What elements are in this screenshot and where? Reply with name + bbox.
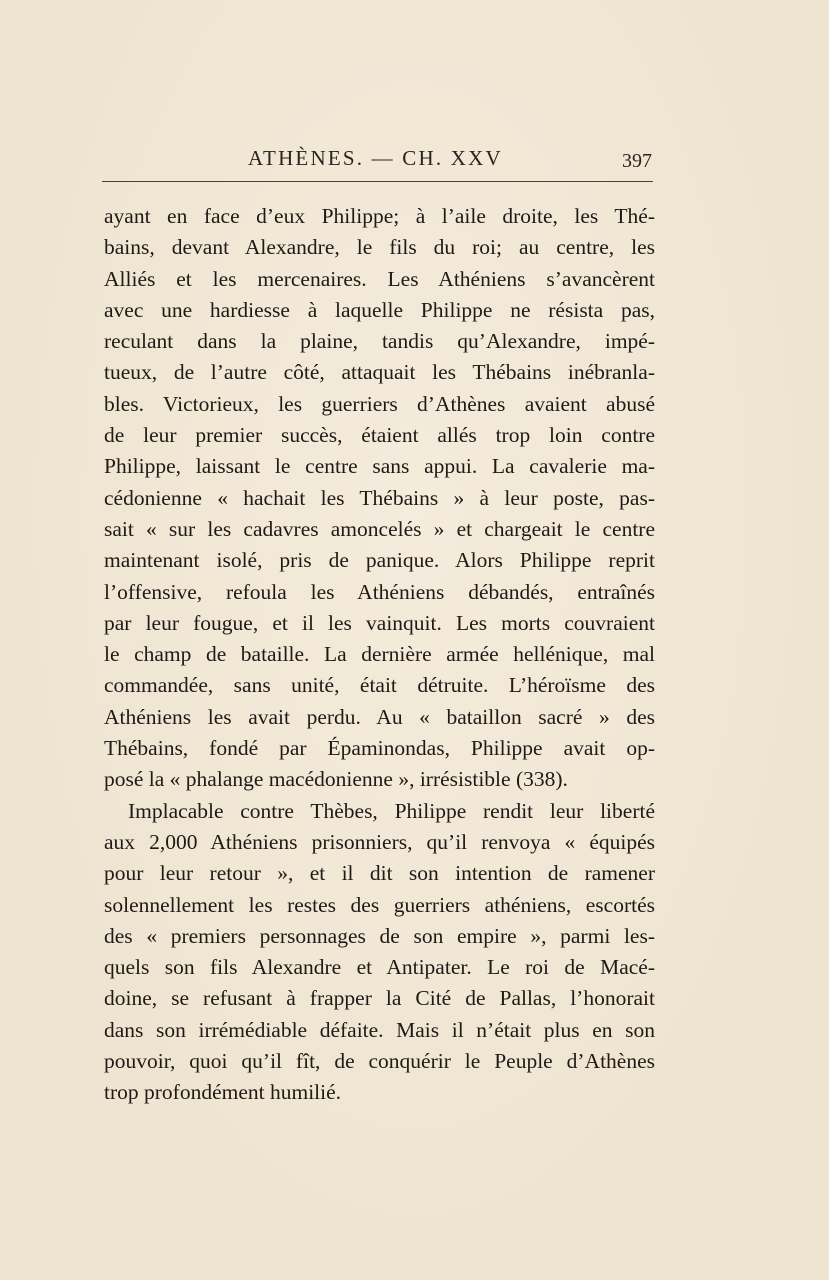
running-title: ATHÈNES. — CH. XXV: [248, 146, 503, 170]
text-line: dans son irrémédiable défaite. Mais il n’était plus en son: [104, 1017, 655, 1042]
text-line: commandée, sans unité, était détruite. L’héroïsme des: [104, 673, 655, 698]
text-line: pouvoir, quoi qu’il fît, de conquérir le Peuple d’Athènes: [104, 1049, 655, 1074]
text-line: Philippe, laissant le centre sans appui. La cavalerie ma-: [104, 454, 655, 479]
text-line: quels son fils Alexandre et Antipater. Le roi de Macé-: [104, 955, 655, 980]
body-text: [104, 201, 655, 1109]
text-line: de leur premier succès, étaient allés trop loin contre: [104, 423, 655, 448]
text-line: maintenant isolé, pris de panique. Alors Philippe reprit: [104, 548, 655, 573]
text-line: bains, devant Alexandre, le fils du roi; au centre, les: [104, 235, 655, 260]
text-line: Thébains, fondé par Épaminondas, Philippe avait op-: [104, 736, 655, 761]
text-line: pour leur retour », et il dit son intention de ramener: [104, 861, 655, 886]
running-header: [0, 146, 829, 176]
paragraph-end-line: posé la « phalange macédonienne », irrésistible (338).: [104, 767, 568, 792]
text-line: par leur fougue, et il les vainquit. Les morts couvraient: [104, 610, 655, 635]
text-line: cédonienne « hachait les Thébains » à leur poste, pas-: [104, 485, 655, 510]
text-line: le champ de bataille. La dernière armée hellénique, mal: [104, 642, 655, 667]
paragraph-start-line: Implacable contre Thèbes, Philippe rendit leur liberté: [128, 798, 655, 823]
text-line: Athéniens les avait perdu. Au « bataillon sacré » des: [104, 704, 655, 729]
header-rule: [102, 181, 653, 182]
text-line: solennellement les restes des guerriers athéniens, escortés: [104, 892, 655, 917]
text-line: avec une hardiesse à laquelle Philippe ne résista pas,: [104, 297, 655, 322]
text-line: tueux, de l’autre côté, attaquait les Thébains inébranla-: [104, 360, 655, 385]
text-line: sait « sur les cadavres amoncelés » et chargeait le centre: [104, 516, 655, 541]
text-line: reculant dans la plaine, tandis qu’Alexandre, impé-: [104, 329, 655, 354]
text-line: l’offensive, refoula les Athéniens débandés, entraînés: [104, 579, 655, 604]
paragraph-end-line: trop profondément humilié.: [104, 1080, 342, 1105]
text-line: doine, se refusant à frapper la Cité de Pallas, l’honorait: [104, 986, 655, 1011]
text-line: bles. Victorieux, les guerriers d’Athènes avaient abusé: [104, 391, 655, 416]
text-line: Alliés et les mercenaires. Les Athéniens s’avancèrent: [104, 266, 655, 291]
text-line: des « premiers personnages de son empire », parmi les-: [104, 923, 655, 948]
page-number: 397: [622, 150, 652, 172]
text-line: ayant en face d’eux Philippe; à l’aile droite, les Thé-: [104, 204, 655, 228]
text-line: aux 2,000 Athéniens prisonniers, qu’il renvoya « équipés: [104, 829, 655, 854]
